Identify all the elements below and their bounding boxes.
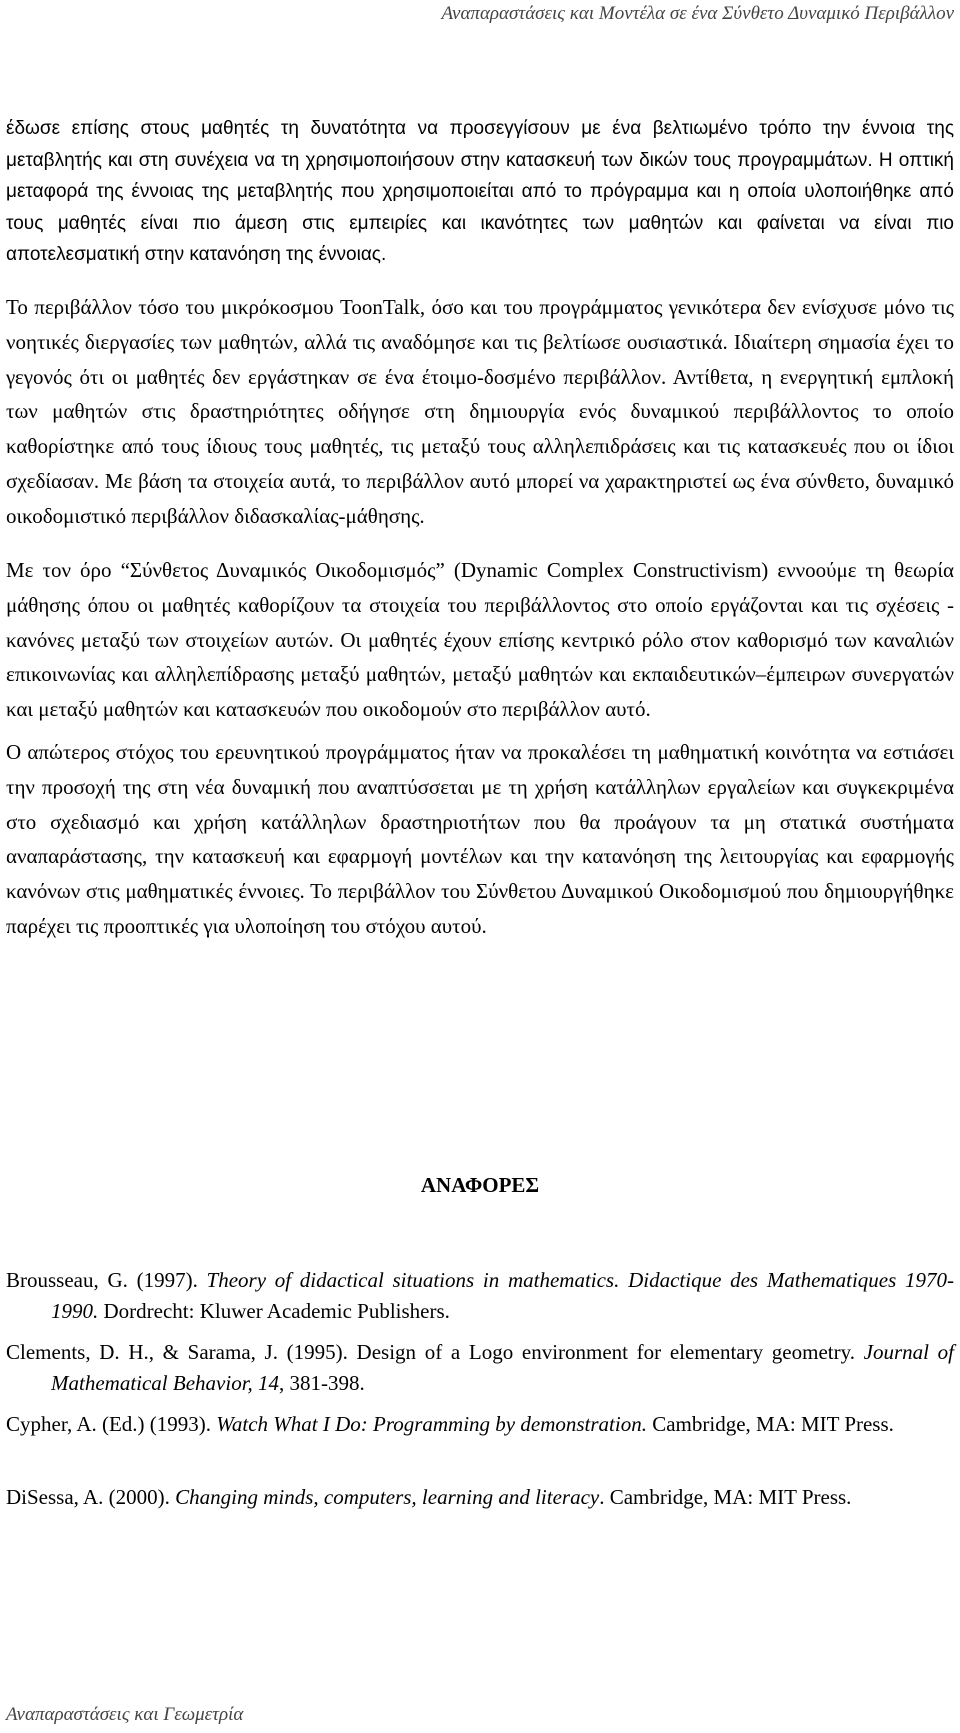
reference-publisher: Dordrecht: Kluwer Academic Publishers. [98,1298,450,1323]
paragraph-toontalk-environment: Το περιβάλλον τόσο του μικρόκοσμου ToonTalk, όσο και του προγράμματος γενικότερα δεν ενίσχυσε μόνο τις νοητικές διεργασίες των μαθητών, αλλά τις αναδόμησε και τις βελτίωσε ουσιαστικά. Ιδιαίτερη σημασία έχει το γεγονός ότι οι μαθητές δεν εργάστηκαν σε ένα έτοιμο-δοσμένο περιβάλλον. Αντίθετα, η ενεργητική εμπλοκή των μαθητών στις δραστηριότητες οδήγησε στη δημιουργία ενός δυναμικού περιβάλλοντος το οποίο καθορίστηκε από τους ίδιους τους μαθητές, τις μεταξύ τους αλληλεπιδράσεις και τις κατασκευές που οι ίδιοι σχεδίασαν. Με βάση τα στοιχεία αυτά, το περιβάλλον αυτό μπορεί να χαρακτηριστεί ως ένα σύνθετο, δυναμικό οικοδομιστικό περιβάλλον διδασκαλίας-μάθησης. [6,295,954,528]
reference-publisher: , 381-398. [279,1370,365,1395]
paragraph-research-goal: Ο απώτερος στόχος του ερευνητικού προγράμματος ήταν να προκαλέσει τη μαθηματική κοινότητα να εστιάσει την προσοχή της στη νέα δυναμική που αναπτύσσεται με τη χρήση κατάλληλων εργαλείων και συγκεκριμένα στο σχεδιασμό και χρήση κατάλληλων δραστηριοτήτων που θα προάγουν τα μη στατικά συστήματα αναπαράστασης, την κατασκευή και εφαρμογή μοντέλων και την κατανόηση της λειτουργίας και εφαρμογής κανόνων στις μαθηματικές έννοιες. Το περιβάλλον του Σύνθετου Δυναμικού Οικοδομισμού που δημιουργήθηκε παρέχει τις προοπτικές για υλοποίηση του στόχου αυτού. [6,740,954,938]
reference-authors: Brousseau, G. (1997). [6,1268,207,1292]
reference-title: Changing minds, computers, learning and literacy [175,1485,600,1509]
reference-title: Theory of didactical situations in mathematics. Didactique des Mathematiques 1970-1990. [51,1268,954,1323]
reference-item [6,1265,954,1326]
reference-publisher: Cambridge, MA: MIT Press. [646,1412,894,1436]
reference-authors: Clements, D. H., & Sarama, J. (1995). Design of a Logo environment for elementary geometry. [6,1340,864,1364]
reference-authors: Cypher, A. (Ed.) (1993). [6,1412,217,1436]
reference-publisher: . Cambridge, MA: MIT Press. [599,1485,852,1509]
reference-item [6,1409,954,1440]
paragraph-variable-concept: έδωσε επίσης στους μαθητές τη δυνατότητα να προσεγγίσουν με ένα βελτιωμένο τρόπο την έννοια της μεταβλητής και στη συνέχεια να τη χρησιμοποιήσουν στην κατασκευή των δικών τους προγραμμάτων. Η οπτική μεταφορά της έννοιας της μεταβλητής που χρησιμοποιείται από το πρόγραμμα και η οποία υλοποιήθηκε από τους μαθητές είναι πιο άμεση στις εμπειρίες και ικανότητες των μαθητών και φαίνεται να είναι πιο αποτελεσματική στην κατανόηση της έννοιας. [6,118,954,266]
running-header: Αναπαραστάσεις και Μοντέλα σε ένα Σύνθετο Δυναμικό Περιβάλλον [441,3,954,24]
reference-item [6,1337,954,1398]
references-heading: ΑΝΑΦΟΡΕΣ [420,1173,540,1197]
reference-item [6,1482,954,1513]
reference-authors: DiSessa, A. (2000). [6,1485,176,1509]
reference-title: Watch What I Do: Programming by demonstration. [216,1412,647,1436]
reference-title: Journal of Mathematical Behavior, 14 [51,1340,954,1395]
paragraph-dynamic-complex-constructivism: Με τον όρο “Σύνθετος Δυναμικός Οικοδομισμός” (Dynamic Complex Constructivism) εννοούμε τη θεωρία μάθησης όπου οι μαθητές καθορίζουν τα στοιχεία του περιβάλλοντος στο οποίο εργάζονται και τις σχέσεις - κανόνες μεταξύ των στοιχείων αυτών. Οι μαθητές έχουν επίσης κεντρικό ρόλο στον καθορισμό των καναλιών επικοινωνίας και αλληλεπίδρασης μεταξύ μαθητών, μεταξύ μαθητών και εκπαιδευτικών–έμπειρων συνεργατών και μεταξύ μαθητών και κατασκευών που οικοδομούν στο περιβάλλον αυτό. [6,558,954,722]
running-footer: Αναπαραστάσεις και Γεωμετρία [6,1704,244,1725]
